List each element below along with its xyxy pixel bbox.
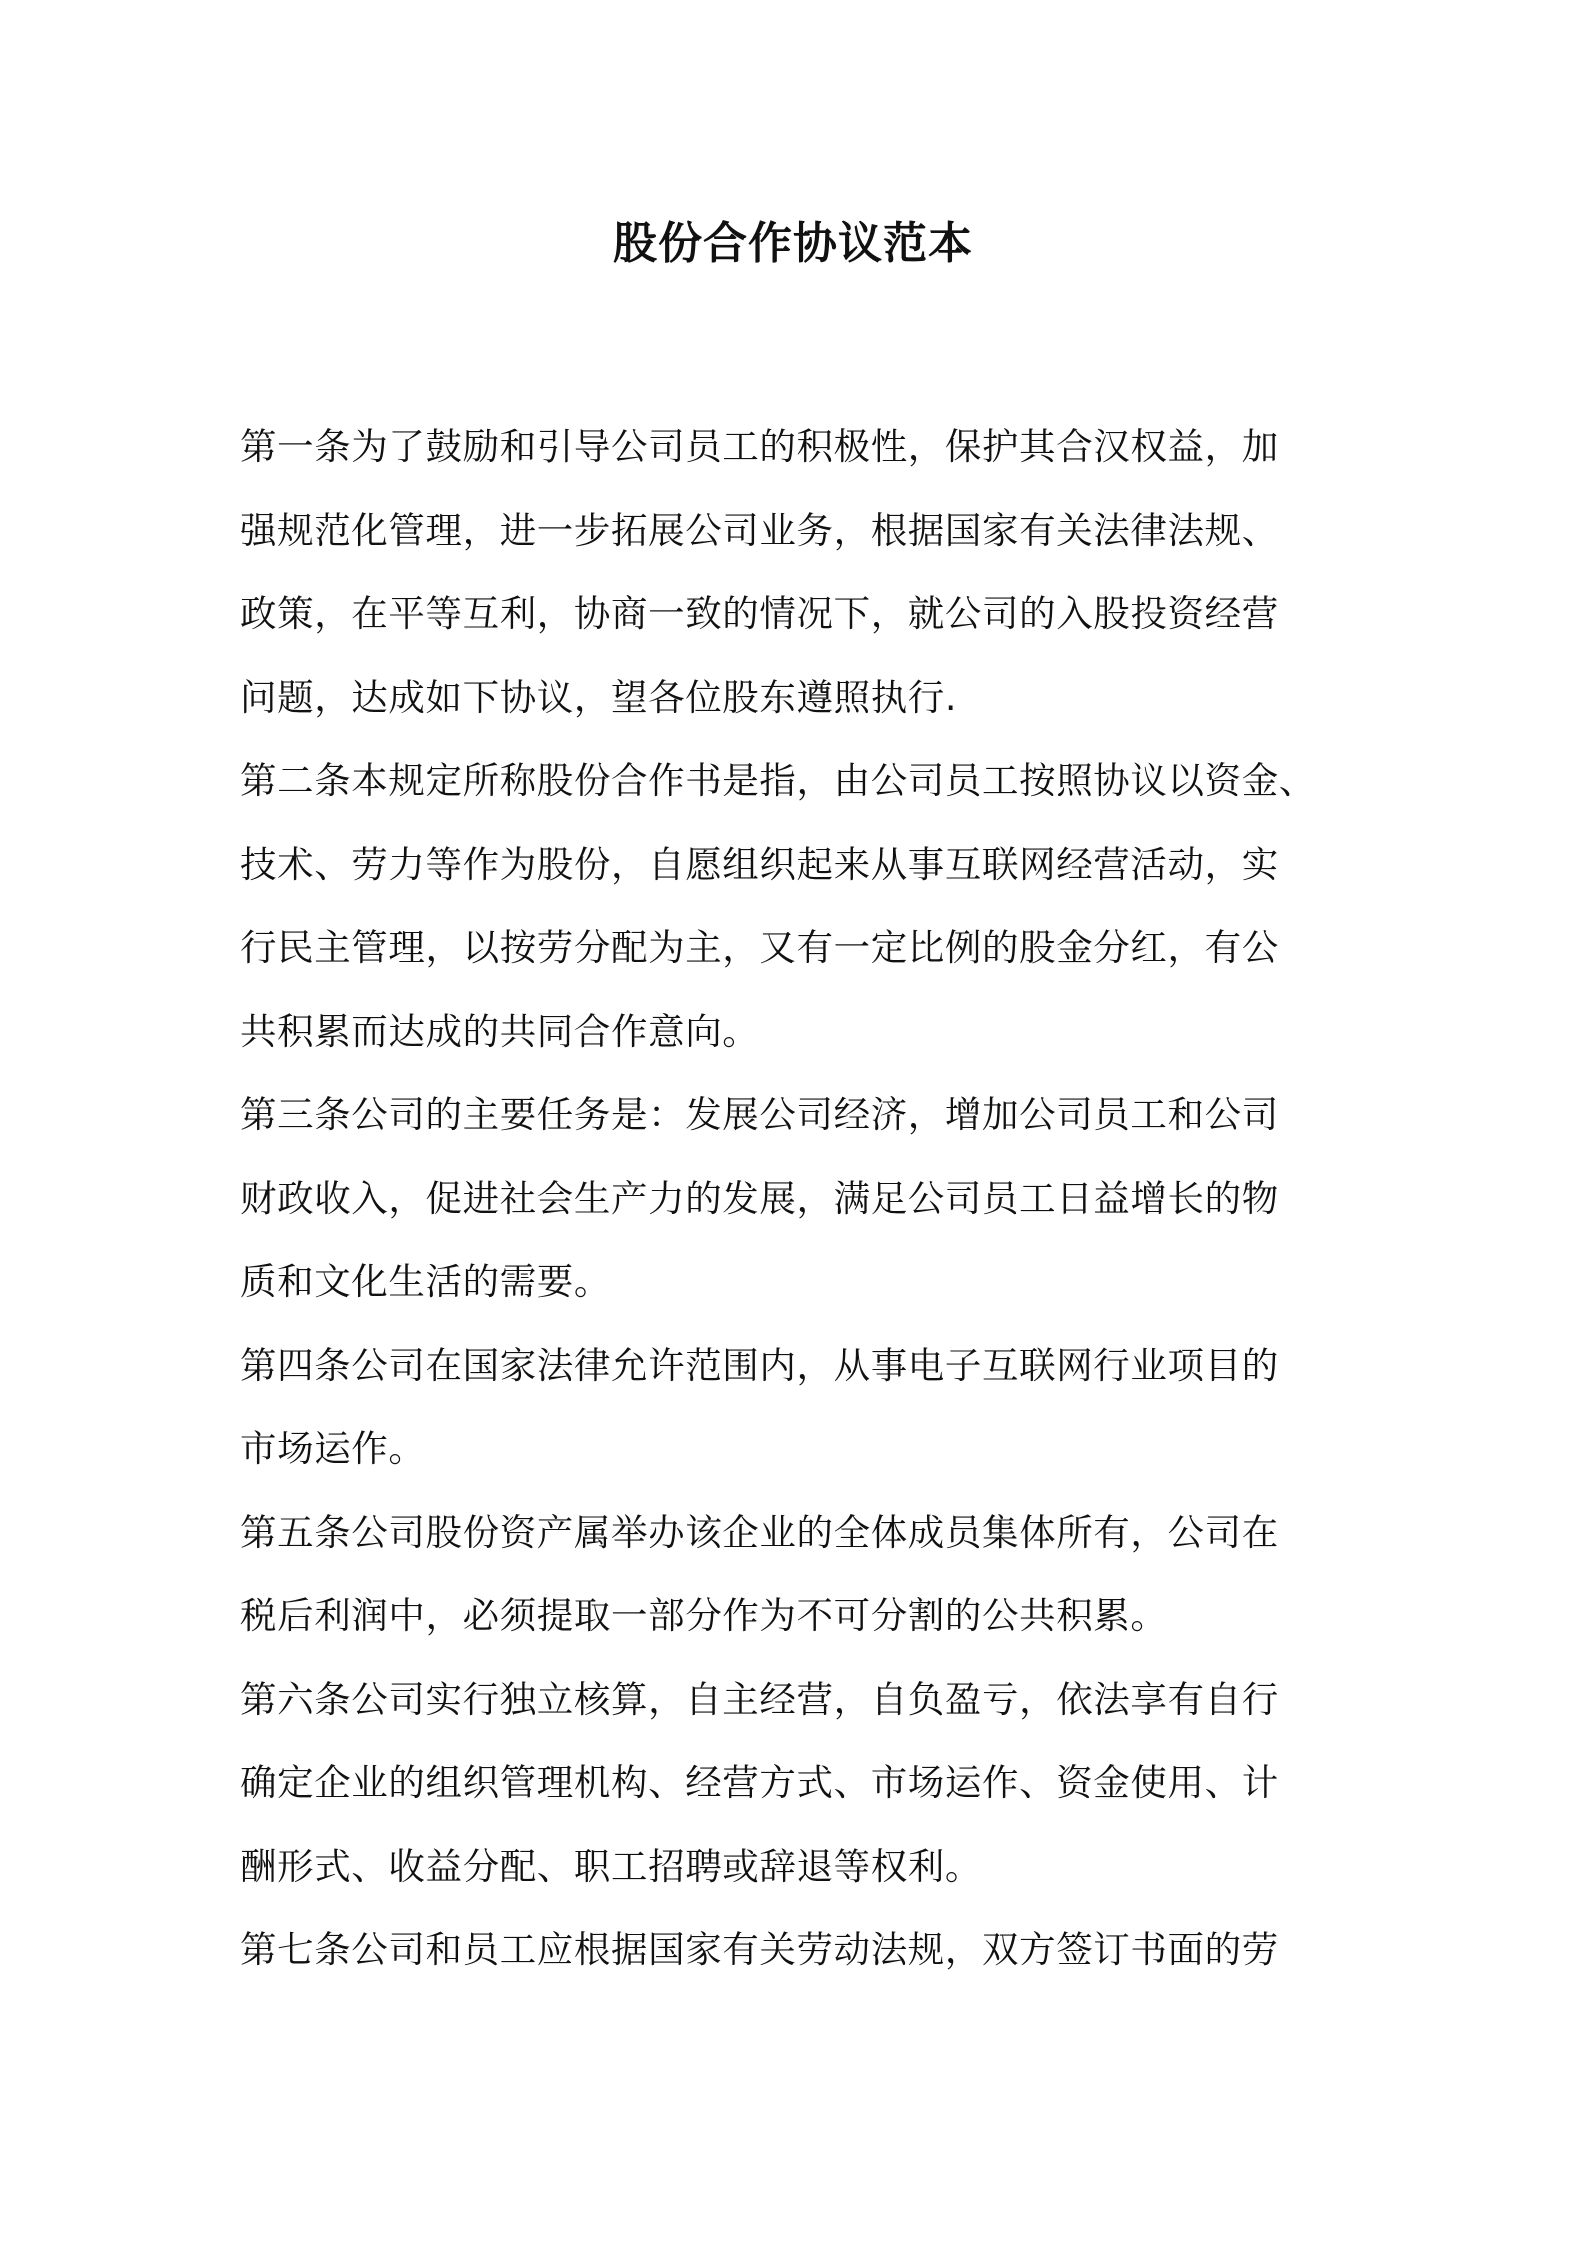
body-line: 第六条公司实行独立核算，自主经营，自负盈亏，依法享有自行 xyxy=(240,1677,1279,1721)
body-line: 财政收入，促进社会生产力的发展，满足公司员工日益增长的物 xyxy=(240,1176,1279,1220)
body-line: 第四条公司在国家法律允许范围内，从事电子互联网行业项目的 xyxy=(240,1343,1279,1387)
document-title: 股份合作协议范本 xyxy=(613,218,973,269)
body-line: 行民主管理，以按劳分配为主，又有一定比例的股金分红，有公 xyxy=(240,926,1279,969)
body-line: 市场运作。 xyxy=(240,1427,426,1470)
body-line: 第一条为了鼓励和引导公司员工的积极性，保护其合汉权益，加 xyxy=(240,425,1279,468)
body-line: 第五条公司股份资产属举办该企业的全体成员集体所有，公司在 xyxy=(240,1510,1279,1554)
body-line: 第三条公司的主要任务是：发展公司经济，增加公司员工和公司 xyxy=(240,1093,1279,1136)
body-line: 第二条本规定所称股份合作书是指，由公司员工按照协议以资金、 xyxy=(240,759,1316,802)
body-line: 酬形式、收益分配、职工招聘或辞退等权利。 xyxy=(240,1844,982,1888)
body-line: 税后利润中，必须提取一部分作为不可分割的公共积累。 xyxy=(240,1594,1168,1637)
body-line: 政策，在平等互利，协商一致的情况下，就公司的入股投资经营 xyxy=(240,592,1279,635)
body-line: 技术、劳力等作为股份，自愿组织起来从事互联网经营活动，实 xyxy=(240,842,1279,886)
body-line: 第七条公司和员工应根据国家有关劳动法规，双方签订书面的劳 xyxy=(240,1928,1279,1971)
body-line: 质和文化生活的需要。 xyxy=(240,1260,611,1303)
body-line: 强规范化管理，进一步拓展公司业务，根据国家有关法律法规、 xyxy=(240,508,1279,552)
body-line: 共积累而达成的共同合作意向。 xyxy=(240,1009,760,1053)
body-line: 确定企业的组织管理机构、经营方式、市场运作、资金使用、计 xyxy=(240,1761,1279,1804)
body-line: 问题，达成如下协议，望各位股东遵照执行. xyxy=(240,675,958,719)
document-body xyxy=(240,405,1360,1992)
